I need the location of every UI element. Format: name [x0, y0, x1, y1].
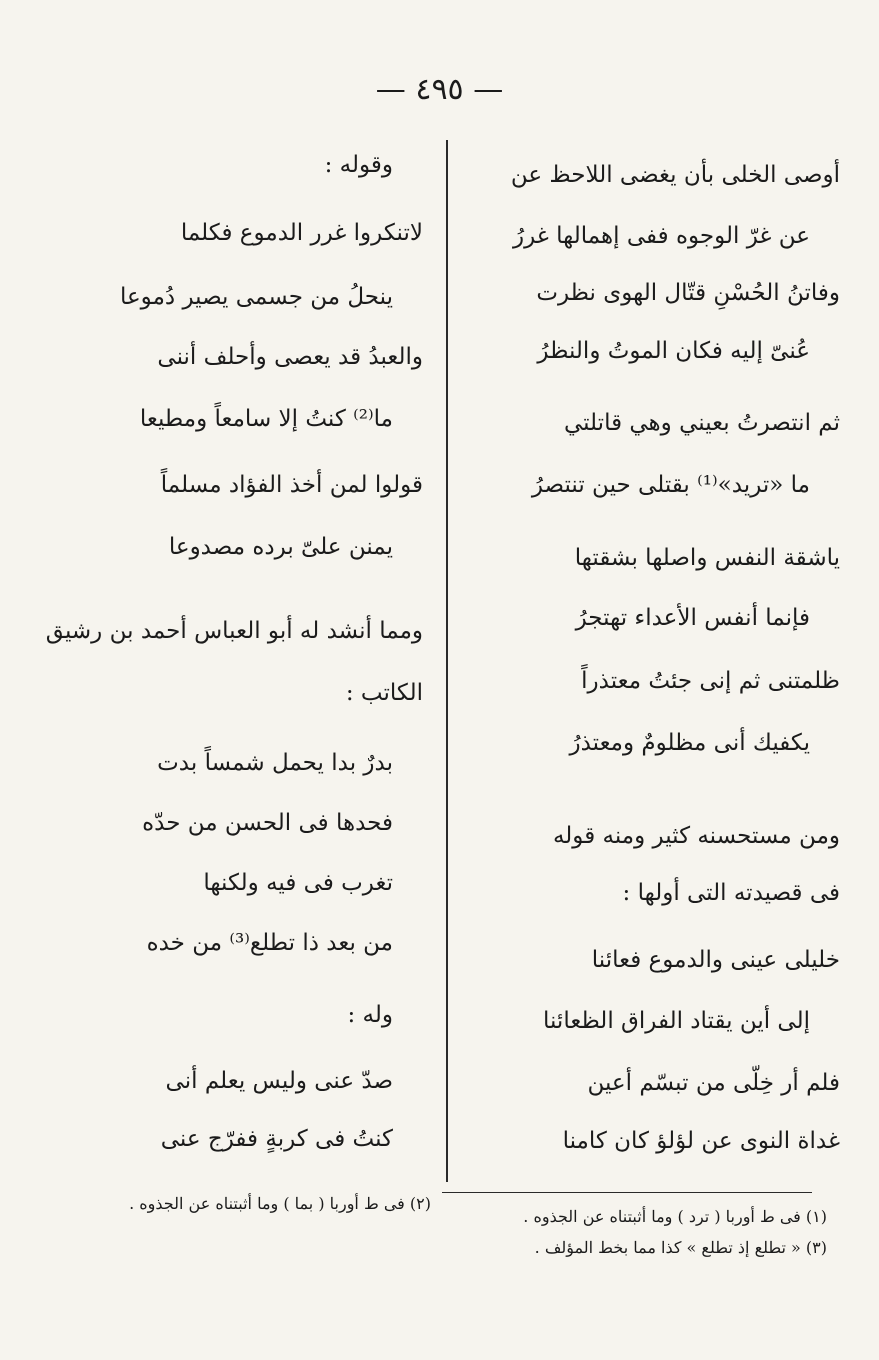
verse-line: من بعد ذا تطلع⁽³⁾ من خده — [146, 930, 393, 956]
verse-line: يمنن علىّ برده مصدوعا — [168, 534, 393, 560]
verse-line: ظلمتنى ثم إنى جئتُ معتذراً — [581, 668, 840, 694]
verse-line: ما⁽²⁾ كنتُ إلا سامعاً ومطيعا — [139, 406, 393, 432]
verse-line: أوصى الخلى بأن يغضى اللاحظ عن — [510, 162, 840, 188]
footnote: (١) فى ط أوربا ( ترد ) وما أثبتناه عن الجذوه . — [523, 1207, 827, 1226]
verse-line: فإنما أنفس الأعداء تهتجرُ — [575, 605, 810, 631]
verse-line: والعبدُ قد يعصى وأحلف أننى — [157, 344, 423, 370]
footnote-rule — [442, 1192, 812, 1193]
section-heading: وقوله : — [324, 152, 393, 178]
verse-line: صدّ عنى وليس يعلم أنى — [165, 1068, 393, 1094]
verse-line: عُنىّ إليه فكان الموتُ والنظرُ — [537, 338, 810, 364]
prose-line: فى قصيدته التى أولها : — [622, 880, 840, 906]
prose-line: الكاتب : — [345, 680, 423, 706]
verse-line: قولوا لمن أخذ الفؤاد مسلماً — [160, 472, 423, 498]
verse-line: يكفيك أنى مظلومٌ ومعتذرُ — [569, 730, 810, 756]
verse-line: كنتُ فى كربةٍ ففرّج عنى — [160, 1126, 393, 1152]
verse-line: خليلى عينى والدموع فعائنا — [591, 947, 840, 973]
verse-line: إلى أين يقتاد الفراق الظعائنا — [542, 1008, 810, 1034]
verse-line: فحدها فى الحسن من حدّه — [142, 810, 393, 836]
footnote: (٣) « تطلع إذ تطلع » كذا مما بخط المؤلف . — [534, 1238, 827, 1257]
footnote: (٢) فى ط أوربا ( بما ) وما أثبتناه عن الجذوه . — [129, 1194, 431, 1213]
page-number: — ٤٩٥ — — [375, 72, 504, 107]
verse-line: بدرٌ بدا يحمل شمساً بدت — [157, 750, 393, 776]
verse-line: ثم انتصرتُ بعيني وهي قاتلتي — [563, 410, 840, 436]
prose-line: ومما أنشد له أبو العباس أحمد بن رشيق — [45, 618, 423, 644]
verse-line: عن غرّ الوجوه ففى إهمالها غررُ — [512, 223, 810, 249]
section-heading: وله : — [347, 1002, 393, 1028]
verse-line: غداة النوى عن لؤلؤ كان كامنا — [562, 1128, 840, 1154]
verse-line: فلم أر خِلّى من تبسّم أعين — [587, 1070, 840, 1096]
prose-line: ومن مستحسنه كثير ومنه قوله — [552, 823, 840, 849]
verse-line: تغرب فى فيه ولكنها — [203, 870, 393, 896]
verse-line: لاتنكروا غرر الدموع فكلما — [180, 220, 423, 246]
verse-line: ما «تريد»⁽¹⁾ بقتلى حين تنتصرُ — [531, 472, 810, 498]
verse-line: ياشقة النفس واصلها بشقتها — [574, 545, 840, 571]
verse-line: وفاتنُ الحُسْنِ قتّال الهوى نظرت — [536, 280, 840, 306]
column-divider — [446, 140, 448, 1182]
verse-line: ينحلُ من جسمى يصير دُموعا — [119, 284, 393, 310]
